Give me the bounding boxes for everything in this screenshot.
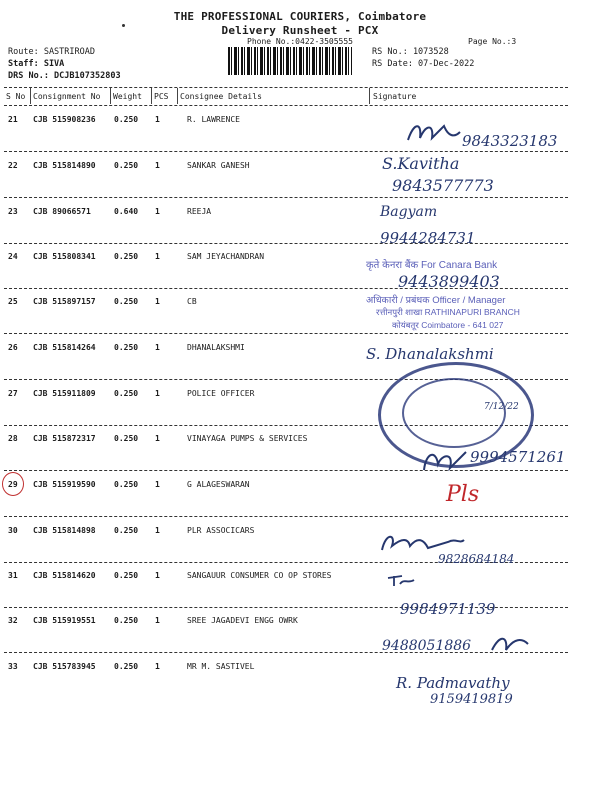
row-consignment: CJB 515919590: [33, 480, 96, 489]
row-consignee: G ALAGESWARAN: [187, 480, 250, 489]
row-weight: 0.250: [114, 480, 139, 489]
handwritten-note: Pls: [446, 482, 480, 507]
row-consignee: PLR ASSOCICARS: [187, 526, 255, 535]
handwritten-phone: 9443899403: [398, 272, 500, 291]
row-divider: [4, 516, 568, 517]
bank-stamp-line2: अधिकारी / प्रबंधक Officer / Manager: [366, 295, 506, 306]
col-header-sno: S No: [6, 92, 26, 101]
col-divider: [151, 88, 152, 104]
seal-date: 7/12/22: [484, 402, 519, 412]
row-pcs: 1: [155, 252, 160, 261]
red-circle-mark: [2, 472, 24, 496]
table-row: [0, 161, 600, 207]
row-weight: 0.250: [114, 434, 139, 443]
bank-stamp-line1: कृते केनरा बैंक For Canara Bank: [366, 260, 498, 271]
table-row: [0, 571, 600, 617]
row-consignment: CJB 515919551: [33, 616, 96, 625]
table-row: [0, 297, 600, 343]
handwritten-phone: 9159419819: [430, 692, 513, 707]
phone-number: Phone No.:0422-3505555: [247, 37, 353, 46]
row-weight: 0.250: [114, 616, 139, 625]
row-consignment: CJB 515814898: [33, 526, 96, 535]
row-sno: 27: [8, 389, 18, 398]
row-consignee: SANKAR GANESH: [187, 161, 250, 170]
row-weight: 0.250: [114, 526, 139, 535]
barcode-image: [228, 47, 352, 75]
row-sno: 32: [8, 616, 18, 625]
row-divider: [4, 151, 568, 152]
row-consignee: POLICE OFFICER: [187, 389, 255, 398]
company-title: THE PROFESSIONAL COURIERS, Coimbatore: [173, 10, 427, 23]
row-weight: 0.250: [114, 115, 139, 124]
row-sno: 31: [8, 571, 18, 580]
page-number: Page No.:3: [468, 37, 517, 46]
row-consignment: CJB 515897157: [33, 297, 96, 306]
row-consignment: CJB 89066571: [33, 207, 91, 216]
row-consignment: CJB 515808341: [33, 252, 96, 261]
table-row: [0, 480, 600, 526]
col-header-consignee: Consignee Details: [180, 92, 262, 101]
row-pcs: 1: [155, 161, 160, 170]
row-pcs: 1: [155, 526, 160, 535]
header-bottom-rule: [4, 105, 568, 106]
table-row: [0, 207, 600, 253]
handwritten-name: Bagyam: [380, 204, 438, 220]
row-consignee: SAM JEYACHANDRAN: [187, 252, 265, 261]
row-consignee: R. LAWRENCE: [187, 115, 240, 124]
row-weight: 0.250: [114, 297, 139, 306]
handwritten-phone: 9984971139: [400, 600, 496, 618]
table-row: [0, 252, 600, 298]
row-sno: 26: [8, 343, 18, 352]
row-consignee: REEJA: [187, 207, 212, 216]
signature-mark-31: [386, 572, 416, 588]
row-consignment: CJB 515911809: [33, 389, 96, 398]
row-divider: [4, 243, 568, 244]
row-weight: 0.250: [114, 389, 139, 398]
sheet-title: Delivery Runsheet - PCX: [221, 24, 379, 37]
row-pcs: 1: [155, 389, 160, 398]
row-consignee: SREE JAGADEVI ENGG OWRK: [187, 616, 298, 625]
col-divider: [369, 88, 370, 104]
row-divider: [4, 197, 568, 198]
row-weight: 0.250: [114, 571, 139, 580]
row-pcs: 1: [155, 297, 160, 306]
row-divider: [4, 333, 568, 334]
ink-dot: [122, 24, 125, 27]
row-consignment: CJB 515814620: [33, 571, 96, 580]
handwritten-name: S.Kavitha: [382, 154, 460, 173]
row-consignment: CJB 515814890: [33, 161, 96, 170]
row-sno: 22: [8, 161, 18, 170]
row-weight: 0.640: [114, 207, 139, 216]
row-consignee: VINAYAGA PUMPS & SERVICES: [187, 434, 308, 443]
signature-mark-28: [420, 446, 470, 474]
row-weight: 0.250: [114, 161, 139, 170]
row-sno: 24: [8, 252, 18, 261]
row-consignee: CB: [187, 297, 197, 306]
row-divider: [4, 652, 568, 653]
row-pcs: 1: [155, 343, 160, 352]
row-sno: 28: [8, 434, 18, 443]
rs-date: RS Date: 07-Dec-2022: [372, 59, 475, 69]
row-consignment: CJB 515814264: [33, 343, 96, 352]
header-top-rule: [4, 87, 568, 88]
col-divider: [30, 88, 31, 104]
handwritten-phone: 9843577773: [392, 176, 494, 195]
row-sno: 21: [8, 115, 18, 124]
row-consignment: CJB 515872317: [33, 434, 96, 443]
handwritten-phone: 9828684184: [438, 552, 515, 566]
row-sno: 30: [8, 526, 18, 535]
row-pcs: 1: [155, 434, 160, 443]
row-weight: 0.250: [114, 343, 139, 352]
row-weight: 0.250: [114, 662, 139, 671]
row-pcs: 1: [155, 662, 160, 671]
drs-number: DRS No.: DCJB107352803: [8, 71, 121, 81]
handwritten-phone: 9843323183: [462, 132, 558, 150]
row-consignee: SANGAUUR CONSUMER CO OP STORES: [187, 571, 332, 580]
col-divider: [110, 88, 111, 104]
col-divider: [177, 88, 178, 104]
row-pcs: 1: [155, 115, 160, 124]
route-label: Route: SASTRIROAD: [8, 47, 95, 57]
handwritten-phone: 9994571261: [470, 448, 566, 466]
handwritten-name: R. Padmavathy: [396, 674, 510, 692]
col-header-pcs: PCS: [154, 92, 169, 101]
row-divider: [4, 470, 568, 471]
signature-mark-21: [404, 118, 464, 148]
handwritten-phone: 9944284731: [380, 229, 476, 247]
row-sno: 33: [8, 662, 18, 671]
col-header-consignment: Consignment No: [33, 92, 101, 101]
col-header-weight: Weight: [113, 92, 142, 101]
row-sno: 29: [8, 480, 18, 489]
row-sno: 25: [8, 297, 18, 306]
row-pcs: 1: [155, 616, 160, 625]
row-consignee: MR M. SASTIVEL: [187, 662, 255, 671]
row-consignment: CJB 515908236: [33, 115, 96, 124]
signature-mark-30: [378, 528, 468, 554]
row-sno: 23: [8, 207, 18, 216]
handwritten-phone: 9488051886: [382, 638, 472, 654]
bank-stamp-line4: कोयंबतूर Coimbatore - 641 027: [392, 320, 504, 330]
bank-stamp-line3: रत्तीनपुरी शाखा RATHINAPURI BRANCH: [376, 307, 520, 317]
row-pcs: 1: [155, 480, 160, 489]
row-pcs: 1: [155, 207, 160, 216]
row-consignment: CJB 515783945: [33, 662, 96, 671]
staff-label: Staff: SIVA: [8, 59, 65, 69]
signature-mark-32: [488, 630, 532, 658]
row-weight: 0.250: [114, 252, 139, 261]
col-header-signature: Signature: [373, 92, 417, 101]
row-consignee: DHANALAKSHMI: [187, 343, 245, 352]
row-pcs: 1: [155, 571, 160, 580]
round-seal-inner-ring: [402, 378, 506, 448]
handwritten-name: S. Dhanalakshmi: [366, 345, 494, 363]
rs-number: RS No.: 1073528: [372, 47, 449, 57]
